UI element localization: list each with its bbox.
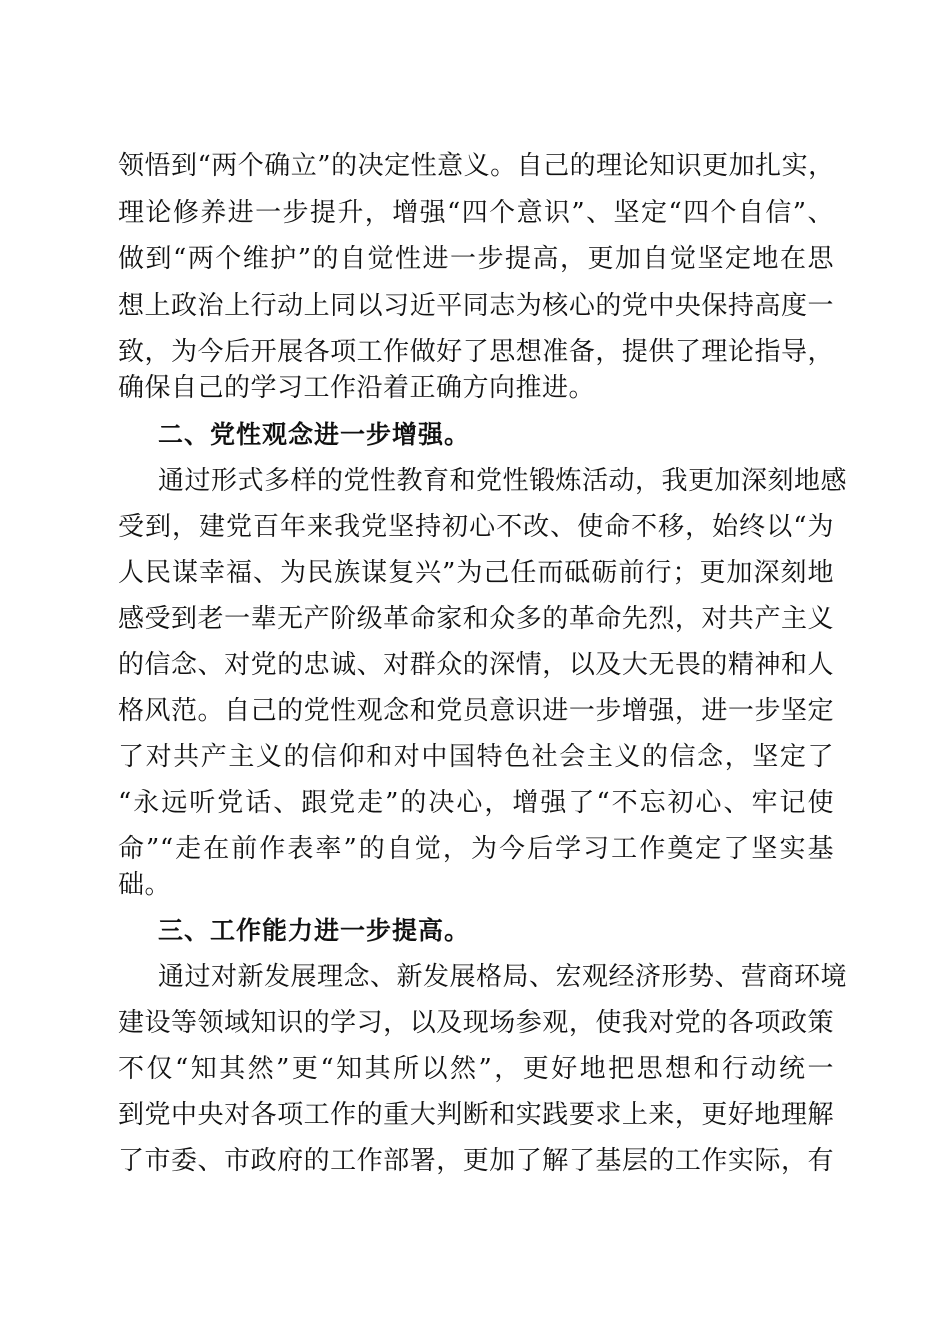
text-line: 做到“两个维护”的自觉性进一步提高，更加自觉坚定地在思 (118, 244, 834, 274)
text-line: 感受到老一辈无产阶级革命家和众多的革命先烈，对共产主义 (118, 604, 834, 634)
text-line: 人民谋幸福、为民族谋复兴”为己任而砥砺前行；更加深刻地 (118, 558, 834, 588)
section-heading: 三、工作能力进一步提高。 (158, 916, 471, 945)
text-line: 通过形式多样的党性教育和党性锻炼活动，我更加深刻地感 (158, 466, 848, 496)
text-line: 理论修养进一步提升，增强“四个意识”、坚定“四个自信”、 (118, 198, 834, 228)
text-line: 确保自己的学习工作沿着正确方向推进。 (118, 373, 596, 403)
text-line: 受到，建党百年来我党坚持初心不改、使命不移，始终以“为 (118, 512, 834, 542)
text-line: 想上政治上行动上同以习近平同志为核心的党中央保持高度一 (118, 291, 834, 321)
text-line: 领悟到“两个确立”的决定性意义。自己的理论知识更加扎实， (118, 151, 835, 181)
text-line: 了市委、市政府的工作部署，更加了解了基层的工作实际，有 (118, 1146, 834, 1176)
text-line: 建设等领域知识的学习，以及现场参观，使我对党的各项政策 (118, 1008, 834, 1038)
text-line: 不仅“知其然”更“知其所以然”，更好地把思想和行动统一 (118, 1054, 834, 1084)
text-line: 础。 (118, 870, 172, 900)
text-line: 的信念、对党的忠诚、对群众的深情，以及大无畏的精神和人 (118, 650, 834, 680)
text-line: 致，为今后开展各项工作做好了思想准备，提供了理论指导， (118, 337, 834, 367)
text-line: 命”“走在前作表率”的自觉，为今后学习工作奠定了坚实基 (118, 834, 834, 864)
text-line: 到党中央对各项工作的重大判断和实践要求上来，更好地理解 (118, 1100, 834, 1130)
text-line: “永远听党话、跟党走”的决心，增强了“不忘初心、牢记使 (118, 788, 834, 818)
text-line: 了对共产主义的信仰和对中国特色社会主义的信念，坚定了 (118, 742, 834, 772)
section-heading: 二、党性观念进一步增强。 (158, 420, 471, 449)
text-line: 通过对新发展理念、新发展格局、宏观经济形势、营商环境 (158, 962, 848, 992)
text-line: 格风范。自己的党性观念和党员意识进一步增强，进一步坚定 (118, 696, 834, 726)
